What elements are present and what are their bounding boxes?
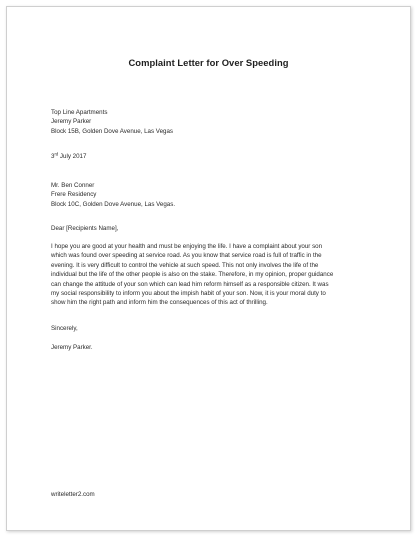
letter-page	[6, 6, 411, 531]
body-line: I hope you are good at your health and must be enjoying the life. I have a complaint about your son	[51, 243, 323, 250]
sender-line: Top Line Apartments	[51, 109, 108, 116]
sender-line: Block 15B, Golden Dove Avenue, Las Vegas	[51, 127, 173, 135]
body-line: individual but the life of the other people is also on the stake. Therefore, in my opinion, proper guidance	[51, 271, 334, 279]
recipient-address	[51, 181, 175, 209]
letter-date	[51, 152, 86, 161]
recipient-line: Frere Residency	[51, 191, 97, 199]
date-day: 3	[51, 153, 55, 160]
date-rest: July 2017	[58, 153, 87, 160]
date-suffix: rd	[54, 151, 59, 157]
body-line: show him the right path and inform him the consequences of this act of thrilling.	[51, 299, 268, 307]
body-line: can change the attitude of your son which can lead him reform himself as a responsible citizen. It was	[51, 280, 329, 288]
body-line: evening. It is very difficult to control the vehicle at such speed. This not only involves the life of the	[51, 261, 319, 269]
salutation: Dear [Recipients Name],	[51, 225, 119, 232]
sender-address	[51, 108, 173, 136]
letter-body	[51, 242, 373, 308]
footer-site: writeletter2.com	[51, 491, 95, 498]
sender-name: Jeremy Parker	[51, 118, 92, 126]
recipient-name: Mr. Ben Conner	[51, 182, 95, 189]
letter-title: Complaint Letter for Over Speeding	[128, 57, 289, 68]
closing: Sincerely,	[51, 325, 78, 332]
body-line: which was found over speeding at service road. As you know that service road is full of traffic in the	[51, 252, 322, 260]
recipient-line: Block 10C, Golden Dove Avenue, Las Vegas.	[51, 200, 176, 208]
signature: Jeremy Parker.	[51, 344, 93, 351]
body-line: my social responsibility to inform you about the impish habit of your son. Now, it is your moral duty to	[51, 290, 326, 298]
